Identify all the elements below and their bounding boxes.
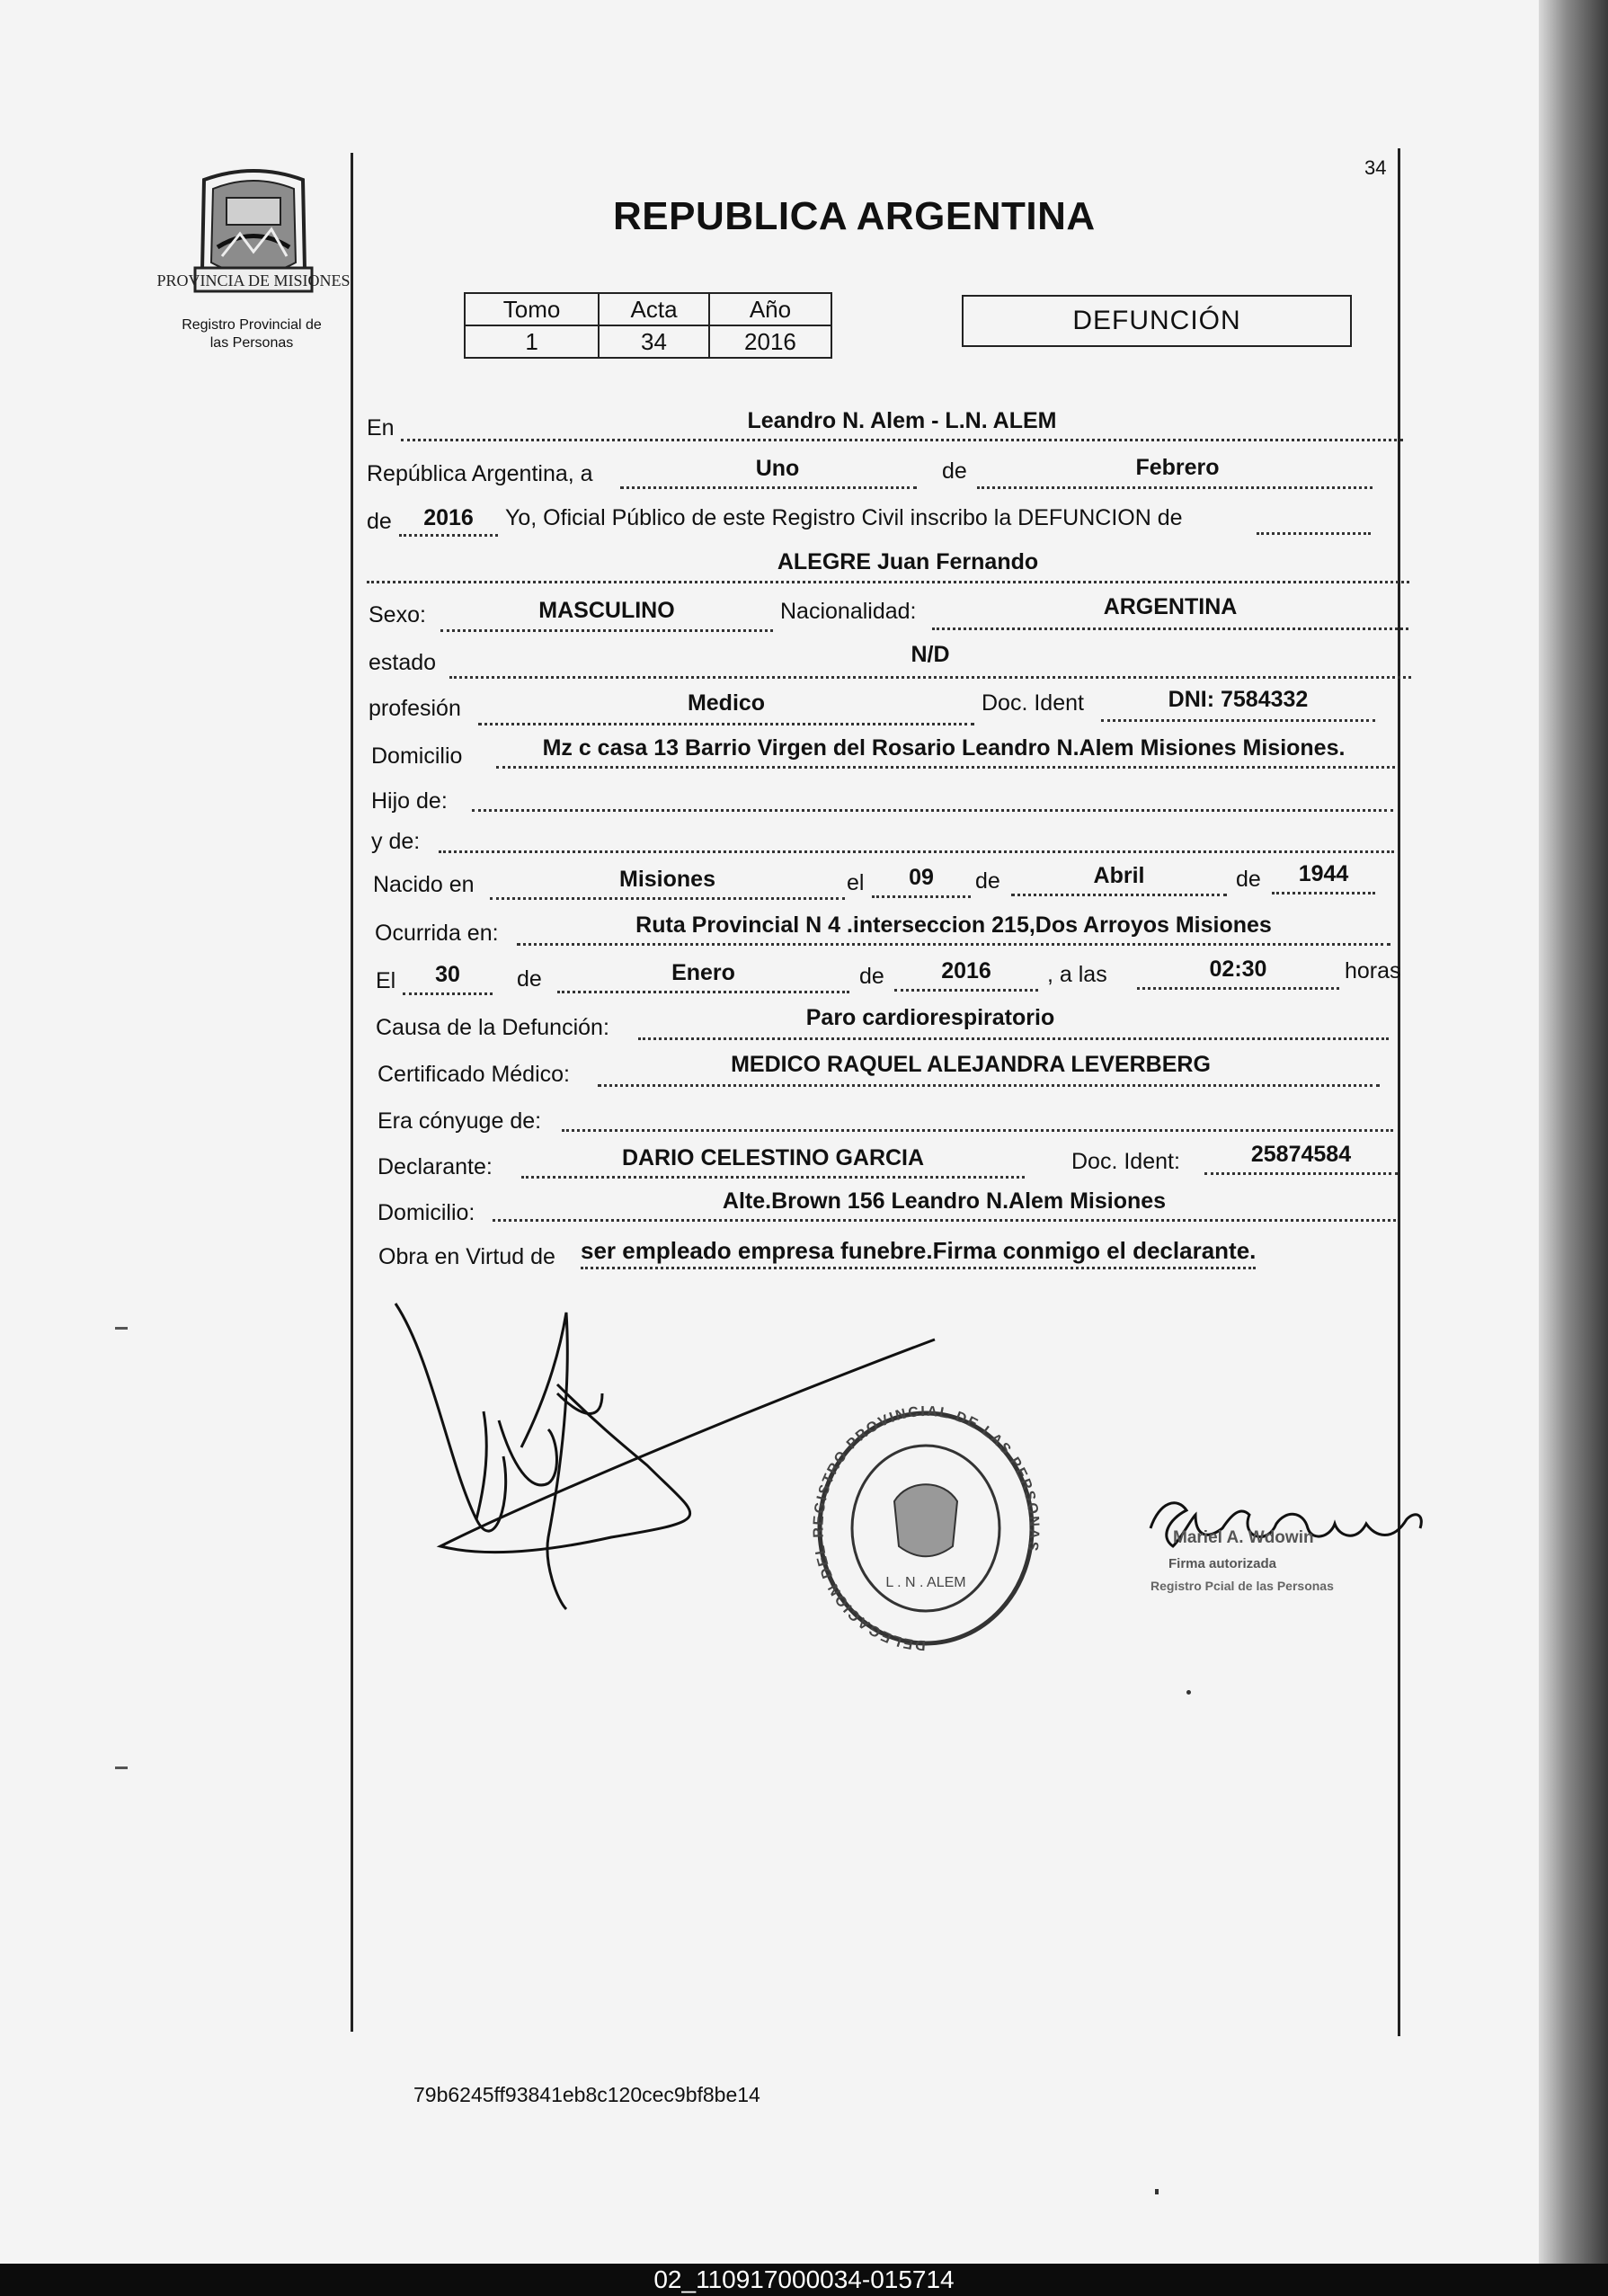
dotted-line [472,809,1393,812]
dotted-line [620,486,917,489]
province-seal-logo [156,162,351,306]
el-label: el [847,870,865,895]
page-number: 34 [1364,156,1387,179]
nacionalidad-value: ARGENTINA [1103,594,1238,619]
dotted-line [1272,892,1375,894]
dotted-line [562,1129,1393,1132]
dotted-line [1137,987,1339,990]
scan-mark [1155,2189,1159,2194]
birth-month: Abril [1093,863,1145,888]
profesion-label: profesión [369,696,461,721]
domicilio-label: Domicilio [371,743,463,769]
death-day: 30 [435,962,460,987]
dotted-line [439,850,1394,853]
conyuge-label: Era cónyuge de: [378,1108,542,1134]
acta-value: 34 [599,325,709,358]
doc2-value: 25874584 [1250,1142,1352,1167]
ocurrida-label: Ocurrida en: [375,921,499,946]
logo-caption-line1: Registro Provincial de [182,317,322,333]
day-value: Uno [755,456,800,481]
dotted-line [399,534,498,537]
obra-label: Obra en Virtud de [378,1244,555,1269]
stamp-ring-text: DELEGACION DEL REGISTRO PROVINCIAL DE LAS PERSONAS [811,1403,1042,1653]
dotted-line [496,766,1395,769]
nacionalidad-label: Nacionalidad: [780,599,917,624]
dotted-line [894,989,1038,992]
dotted-line [1011,894,1227,896]
dotted-line [449,676,1411,679]
document-hash: 79b6245ff93841eb8c120cec9bf8be14 [413,2083,760,2106]
dotted-line [493,1219,1396,1222]
acta-header: Acta [599,293,709,325]
oficial-text: Yo, Oficial Público de este Registro Civil inscribo la DEFUNCION de [505,505,1183,530]
ocurrida-value: Ruta Provincial N 4 .interseccion 215,Dos Arroyos Misiones [635,912,1272,938]
horas-label: horas [1345,958,1401,983]
logo-ring-text: PROVINCIA DE MISIONES [156,271,351,289]
domicilio2-value: Alte.Brown 156 Leandro N.Alem Misiones [722,1188,1167,1214]
domicilio-value: Mz c casa 13 Barrio Virgen del Rosario Leandro N.Alem Misiones Misiones. [542,735,1346,761]
estado-value: N/D [911,642,950,667]
official-line2: Firma autorizada [1168,1556,1277,1571]
dotted-line [367,581,1409,583]
en-label: En [367,415,395,441]
dotted-line [401,439,1403,441]
dotted-line [490,897,845,900]
official-line3: Registro Pcial de las Personas [1150,1579,1334,1593]
tomo-value: 1 [465,325,599,358]
de-label-5: de [517,966,542,992]
dotted-line [1101,719,1375,722]
death-month: Enero [671,960,735,985]
republica-label: República Argentina, a [367,461,593,486]
y-de-label: y de: [371,829,421,854]
deceased-name: ALEGRE Juan Fernando [777,549,1039,574]
registry-stamp [809,1402,1043,1663]
month-value: Febrero [1135,455,1220,480]
doc-value: DNI: 7584332 [1168,687,1309,712]
dotted-line [557,991,849,993]
certificado-label: Certificado Médico: [378,1062,570,1087]
page-edge-shadow [1539,0,1608,2264]
tomo-header: Tomo [465,293,599,325]
document-type-box: DEFUNCIÓN [962,295,1352,347]
declarante-label: Declarante: [378,1154,493,1179]
domicilio2-label: Domicilio: [378,1200,475,1225]
el2-label: El [376,968,396,993]
dotted-line [1204,1172,1398,1175]
declarante-value: DARIO CELESTINO GARCIA [621,1145,925,1170]
official-name: Mariel A. Wdowin [1173,1528,1314,1547]
en-value: Leandro N. Alem - L.N. ALEM [747,408,1057,433]
de-label-2: de [367,509,392,534]
register-table [464,292,832,359]
dotted-line [478,723,974,725]
logo-caption-line2: las Personas [209,335,294,351]
certificado-value: MEDICO RAQUEL ALEJANDRA LEVERBERG [731,1052,1211,1077]
doc-label: Doc. Ident [982,690,1084,716]
de-label-1: de [942,458,967,484]
dotted-line [521,1176,1025,1179]
document-title: REPUBLICA ARGENTINA [613,194,1096,238]
sexo-value: MASCULINO [538,598,675,623]
obra-value: ser empleado empresa funebre.Firma conmigo el declarante. [581,1237,1256,1269]
ano-header: Año [709,293,831,325]
dotted-line [932,627,1408,630]
birth-year: 1944 [1298,861,1349,886]
dotted-line [403,992,493,995]
year-value: 2016 [423,505,474,530]
death-year: 2016 [941,958,991,983]
alas-label: , a las [1047,962,1107,987]
doc2-label: Doc. Ident: [1071,1149,1180,1174]
logo-caption [162,316,342,352]
sexo-label: Sexo: [369,602,426,627]
scan-mark [115,1327,128,1330]
estado-label: estado [369,650,437,675]
hijo-label: Hijo de: [371,788,448,814]
causa-value: Paro cardiorespiratorio [805,1005,1055,1030]
birth-day: 09 [909,865,934,890]
de-label-6: de [859,964,884,989]
dotted-line [872,895,971,898]
nacido-value: Misiones [619,867,715,892]
de-label-4: de [1236,867,1261,892]
profesion-value: Medico [687,690,766,716]
dotted-line [1257,532,1371,535]
ano-value: 2016 [709,325,831,358]
stamp-bottom-text: L . N . ALEM [885,1575,966,1590]
dotted-line [598,1084,1380,1087]
de-label-3: de [975,868,1000,894]
dotted-line [977,486,1373,489]
dotted-line [440,629,773,632]
dotted-line [517,943,1390,946]
causa-label: Causa de la Defunción: [376,1015,609,1040]
footer-id-bar: 02_110917000034-015714 [0,2264,1608,2296]
left-margin-line [351,153,353,2032]
death-time: 02:30 [1209,957,1267,982]
scan-mark [1186,1690,1191,1695]
dotted-line [638,1037,1389,1040]
official-signature [1142,1483,1438,1564]
nacido-label: Nacido en [373,872,475,897]
scan-mark [115,1766,128,1769]
